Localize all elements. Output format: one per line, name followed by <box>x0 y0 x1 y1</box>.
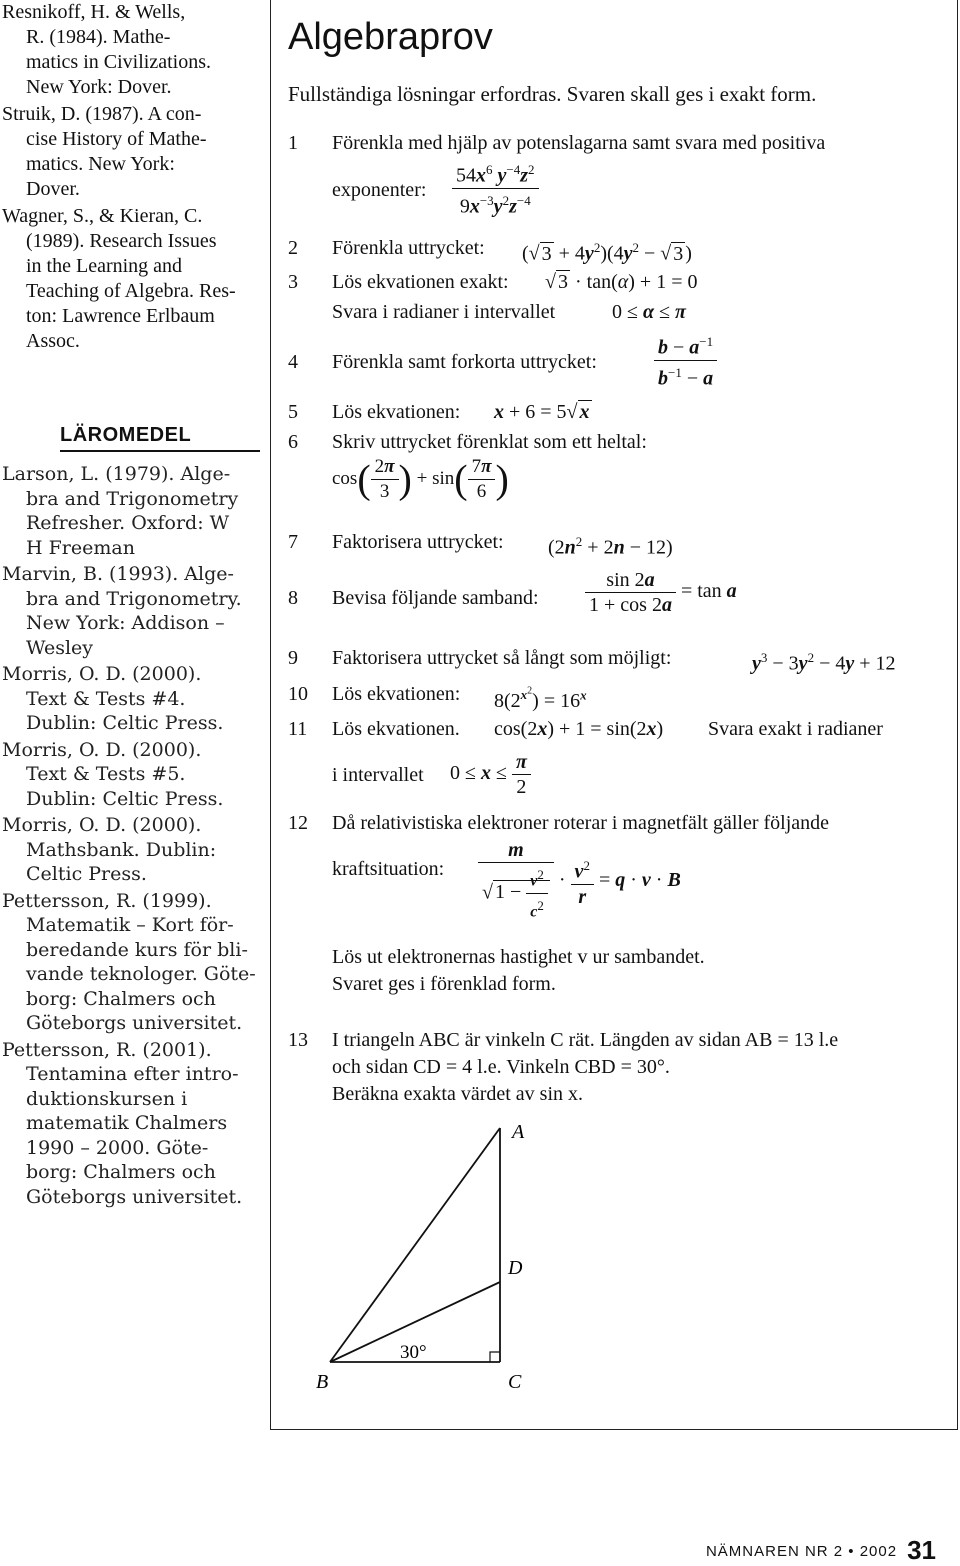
question-number: 8 <box>288 587 298 609</box>
question-number: 3 <box>288 271 298 293</box>
reference-line: Dover. <box>26 178 80 200</box>
reference-line: borg: Chalmers och <box>26 987 216 1010</box>
question-5-expression: x + 6 = 5√ x <box>494 401 590 423</box>
question-5-text: Lös ekvationen: <box>332 401 461 423</box>
question-2-expression: (√ $3 + 4y^2)(4y^2$ − √ 3 ) <box>522 240 692 265</box>
vertex-d-label: D <box>508 1257 523 1279</box>
reference-line: cise History of Mathe- <box>26 128 207 150</box>
reference-line: Wagner, S., & Kieran, C. <box>2 205 203 227</box>
question-9-expression: $y^3 - 3y^2 - 4y + 12$ <box>752 650 896 675</box>
reference-line: New York: Dover. <box>26 76 172 98</box>
question-12-expression: m √ 1 − $\frac{v^2}{c^2}$ · $\frac{v^2}{r}$ = q · v · B <box>478 838 681 925</box>
reference-entry <box>2 662 256 736</box>
reference-line: H Freeman <box>26 536 135 559</box>
reference-entry <box>2 204 236 354</box>
reference-line: Wesley <box>26 636 94 659</box>
reference-line: Resnikoff, H. & Wells, <box>2 1 186 23</box>
reference-line: Matematik – Kort för- <box>26 914 234 936</box>
reference-line: R. (1984). Mathe- <box>26 26 171 48</box>
reference-line: Assoc. <box>26 330 80 352</box>
reference-line: Struik, D. (1987). A con- <box>2 103 202 125</box>
reference-line: Dublin: Celtic Press. <box>26 712 224 734</box>
reference-line: Dublin: Celtic Press. <box>26 787 224 810</box>
page-number: 31 <box>907 1535 936 1565</box>
question-7-text: Faktorisera uttrycket: <box>332 531 504 553</box>
reference-entry <box>2 889 256 1036</box>
question-10-expression: $8(2^{x^2}) = 16^x$ <box>494 686 587 712</box>
question-1-label: exponenter: <box>332 179 427 201</box>
reference-line: Morris, O. D. (2000). <box>2 814 202 836</box>
reference-list-bottom <box>2 462 256 1211</box>
reference-entry <box>2 738 256 812</box>
question-11-expression: cos(2x) + 1 = sin(2x) <box>494 718 664 740</box>
question-4-text: Förenkla samt forkorta uttrycket: <box>332 351 597 373</box>
question-number: 1 <box>288 132 298 154</box>
question-13-text-3: Beräkna exakta värdet av sin x. <box>332 1083 584 1105</box>
question-12-instruction-2: Svaret ges i förenklad form. <box>332 973 556 995</box>
vertex-c-label: C <box>508 1371 522 1393</box>
right-angle-mark <box>490 1352 500 1362</box>
angle-label: 30° <box>400 1342 427 1363</box>
reference-line: matics in Civilizations. <box>26 51 211 73</box>
reference-line: matematik Chalmers <box>26 1112 228 1134</box>
question-1-expression: $\frac{54x^6 y^{-4}z^2}{9x^{-3}y^2z^{-4}}$ <box>452 158 539 218</box>
reference-line: 1990 – 2000. Göte- <box>26 1136 209 1159</box>
question-3-expression: √ 3 · tan(α) + 1 = 0 <box>545 271 698 293</box>
question-8-expression: $\frac{\sin 2a}{1 + \cos 2a}$ = tan a <box>585 568 737 617</box>
reference-entry <box>2 562 256 660</box>
reference-line: beredande kurs för bli- <box>26 938 248 961</box>
question-number: 10 <box>288 683 308 705</box>
reference-line: Text & Tests #4. <box>26 687 186 710</box>
question-13-text-2: och sidan CD = 4 l.e. Vinkeln CBD = 30°. <box>332 1056 670 1078</box>
vertex-b-label: B <box>316 1371 329 1393</box>
reference-list-top <box>2 0 236 356</box>
question-number: 6 <box>288 431 298 453</box>
question-11-interval: 0 ≤ x ≤ $\frac{\pi}{2}$ <box>450 750 531 799</box>
question-7-expression: $(2n^2 + 2n - 12)$ <box>548 534 673 559</box>
question-number: 12 <box>288 812 308 834</box>
question-11-answer-note: Svara exakt i radianer <box>708 718 883 740</box>
question-number: 9 <box>288 647 298 669</box>
journal-name: NÄMNAREN NR 2 • 2002 <box>705 1543 898 1560</box>
reference-line: Larson, L. (1979). Alge- <box>2 463 231 485</box>
reference-line: duktionskursen i <box>26 1087 188 1110</box>
question-number: 4 <box>288 351 298 373</box>
question-6-expression: cos( $\frac{2\pi}{3}$ ) + sin( $\frac{7\pi}{6}$ ) <box>332 456 509 502</box>
reference-line: Morris, O. D. (2000). <box>2 663 202 685</box>
reference-line: Göteborgs universitet. <box>26 1012 243 1034</box>
reference-entry <box>2 813 256 887</box>
vertex-a-label: A <box>512 1121 525 1143</box>
reference-line: bra and Trigonometry. <box>26 587 242 610</box>
question-12-text: Då relativistiska elektroner roterar i magnetfält gäller följande <box>332 812 830 834</box>
reference-line: (1989). Research Issues <box>26 230 217 252</box>
reference-entry <box>2 0 236 100</box>
reference-entry <box>2 1038 256 1210</box>
question-11-text: Lös ekvationen. <box>332 718 460 740</box>
reference-line: ton: Lawrence Erlbaum <box>26 305 215 327</box>
question-10-text: Lös ekvationen: <box>332 683 461 705</box>
question-number: 13 <box>288 1029 308 1051</box>
triangle-diagram <box>300 1110 560 1400</box>
test-intro: Fullständiga lösningar erfordras. Svaren skall ges i exakt form. <box>288 82 817 106</box>
reference-entry <box>2 462 256 560</box>
question-6-text: Skriv uttrycket förenklat som ett heltal: <box>332 431 647 453</box>
reference-line: borg: Chalmers och <box>26 1161 216 1183</box>
laromedel-heading: LÄROMEDEL <box>60 424 260 452</box>
reference-line: Morris, O. D. (2000). <box>2 738 202 761</box>
side-ab <box>330 1128 500 1362</box>
reference-line: Pettersson, R. (1999). <box>2 889 212 912</box>
reference-entry <box>2 102 236 202</box>
reference-line: vande teknologer. Göte- <box>26 963 256 985</box>
reference-line: Refresher. Oxford: W <box>26 512 230 534</box>
reference-line: matics. New York: <box>26 153 175 175</box>
question-8-text: Bevisa följande samband: <box>332 587 539 609</box>
page-footer <box>706 1535 936 1566</box>
question-12-instruction: Lös ut elektronernas hastighet v ur sambandet. <box>332 946 705 968</box>
reference-line: bra and Trigonometry <box>26 487 239 510</box>
question-2-text: Förenkla uttrycket: <box>332 237 485 259</box>
reference-line: in the Learning and <box>26 255 183 277</box>
reference-line: Mathsbank. Dublin: <box>26 838 217 861</box>
question-11-interval-text: i intervallet <box>332 764 424 786</box>
question-number: 7 <box>288 531 298 553</box>
question-number: 2 <box>288 237 298 259</box>
question-9-text: Faktorisera uttrycket så långt som möjligt: <box>332 647 672 669</box>
question-3-interval: 0 ≤ α ≤ π <box>612 301 686 323</box>
reference-line: Marvin, B. (1993). Alge- <box>2 563 234 585</box>
question-number: 11 <box>288 718 308 740</box>
reference-line: Göteborgs universitet. <box>26 1185 243 1208</box>
reference-line: Celtic Press. <box>26 863 147 885</box>
reference-line: Tentamina efter intro- <box>26 1063 239 1085</box>
question-3-text: Lös ekvationen exakt: <box>332 271 509 293</box>
question-13-text: I triangeln ABC är vinkeln C rät. Längden av sidan AB = 13 l.e <box>332 1029 839 1051</box>
question-12-label: kraftsituation: <box>332 858 445 880</box>
reference-line: New York: Addison – <box>26 612 225 634</box>
reference-line: Pettersson, R. (2001). <box>2 1038 212 1061</box>
question-3-interval-text: Svara i radianer i intervallet <box>332 301 556 323</box>
reference-line: Text & Tests #5. <box>26 763 186 785</box>
reference-line: Teaching of Algebra. Res- <box>26 280 236 302</box>
question-4-expression: $\frac{b - a^{-1}}{b^{-1} - a}$ <box>654 330 717 390</box>
test-title: Algebraprov <box>288 16 493 58</box>
question-number: 5 <box>288 401 298 423</box>
question-1-text: Förenkla med hjälp av potenslagarna samt svara med positiva <box>332 132 826 154</box>
